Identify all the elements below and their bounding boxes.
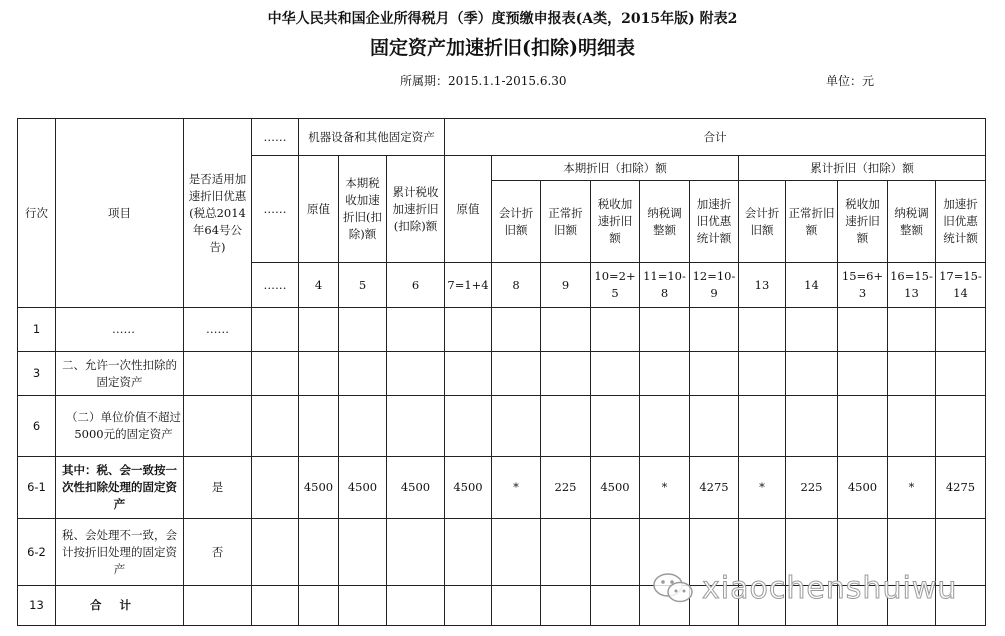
row-number: 6 <box>18 396 56 457</box>
colnum-14: 14 <box>786 263 838 308</box>
row-number: 1 <box>18 308 56 352</box>
header-ellipsis-2: …… <box>252 156 299 263</box>
cell <box>838 352 888 396</box>
cell <box>339 308 387 352</box>
cell <box>591 396 640 457</box>
cell <box>690 352 739 396</box>
cell <box>492 352 541 396</box>
row-number: 13 <box>18 586 56 626</box>
cell <box>299 519 339 586</box>
cell-current-accel-benefit: 4275 <box>690 457 739 519</box>
cell <box>591 352 640 396</box>
colnum-11: 11=10-8 <box>640 263 690 308</box>
cell <box>690 396 739 457</box>
table-row <box>18 308 986 352</box>
row-applicable: 否 <box>184 519 252 586</box>
header-current-accounting-dep: 会计折旧额 <box>492 181 541 263</box>
cell <box>387 519 445 586</box>
cell <box>252 308 299 352</box>
cell <box>739 396 786 457</box>
colnum-4: 4 <box>299 263 339 308</box>
colnum-7: 7=1+4 <box>445 263 492 308</box>
table-row <box>18 352 986 396</box>
cell-current-accounting-dep: * <box>492 457 541 519</box>
cell <box>339 586 387 626</box>
cell <box>640 352 690 396</box>
cell <box>299 352 339 396</box>
cell-cum-tax-adjust: * <box>888 457 936 519</box>
cell <box>252 586 299 626</box>
cell <box>541 586 591 626</box>
cell <box>299 396 339 457</box>
form-title: 中华人民共和国企业所得税月（季）度预缴申报表(A类，2015年版) 附表2 <box>267 11 738 27</box>
cell <box>838 396 888 457</box>
row-applicable: …… <box>184 308 252 352</box>
row-number: 6-2 <box>18 519 56 586</box>
cell <box>690 308 739 352</box>
row-item: （二）单位价值不超过5000元的固定资产 <box>56 396 184 457</box>
row-applicable <box>184 586 252 626</box>
cell <box>739 352 786 396</box>
header-row-no: 行次 <box>18 119 56 308</box>
cell <box>252 519 299 586</box>
cell <box>786 352 838 396</box>
table-row <box>18 396 986 457</box>
cell <box>888 308 936 352</box>
header-cum-tax-adjust: 纳税调整额 <box>888 181 936 263</box>
cell-cum-accel-benefit: 4275 <box>936 457 986 519</box>
unit-label: 单位：元 <box>826 74 875 88</box>
header-machinery-original-value: 原值 <box>299 156 339 263</box>
cell-current-tax-accel-dep: 4500 <box>591 457 640 519</box>
cell <box>339 352 387 396</box>
cell <box>786 308 838 352</box>
cell-current-tax-adjust: * <box>640 457 690 519</box>
colnum-6: 6 <box>387 263 445 308</box>
colnum-5: 5 <box>339 263 387 308</box>
header-current-normal-dep: 正常折旧额 <box>541 181 591 263</box>
header-ellipsis-3: …… <box>252 263 299 308</box>
header-current-tax-accel: 本期税收加速折旧(扣除)额 <box>339 156 387 263</box>
cell <box>888 396 936 457</box>
row-number: 3 <box>18 352 56 396</box>
cell <box>492 396 541 457</box>
period-label: 所属期：2015.1.1-2015.6.30 <box>400 74 567 88</box>
header-cum-accounting-dep: 会计折旧额 <box>739 181 786 263</box>
cell <box>640 308 690 352</box>
header-current-tax-accel-dep: 税收加速折旧额 <box>591 181 640 263</box>
cell-current-tax-accel: 4500 <box>339 457 387 519</box>
header-applicable: 是否适用加速折旧优惠(税总2014年64号公告) <box>184 119 252 308</box>
header-machinery-group: 机器设备和其他固定资产 <box>299 119 445 156</box>
colnum-16: 16=15-13 <box>888 263 936 308</box>
cell <box>492 586 541 626</box>
cell <box>541 519 591 586</box>
row-number: 6-1 <box>18 457 56 519</box>
colnum-12: 12=10-9 <box>690 263 739 308</box>
header-current-period-group: 本期折旧（扣除）额 <box>492 156 739 181</box>
cell <box>299 308 339 352</box>
cell <box>387 352 445 396</box>
watermark-text: xiaochenshuiwu <box>702 570 958 606</box>
row-item: 税、会处理不一致，会计按折旧处理的固定资产 <box>56 519 184 586</box>
row-item: 二、允许一次性扣除的固定资产 <box>56 352 184 396</box>
row-item: 合计 <box>56 586 184 626</box>
cell <box>387 396 445 457</box>
cell <box>387 308 445 352</box>
cell-cumulative-tax-accel: 4500 <box>387 457 445 519</box>
watermark <box>652 568 992 608</box>
cell <box>591 586 640 626</box>
cell <box>888 352 936 396</box>
depreciation-table <box>17 118 986 626</box>
cell <box>739 308 786 352</box>
cell <box>492 308 541 352</box>
row-applicable: 是 <box>184 457 252 519</box>
header-cum-accel-benefit: 加速折旧优惠统计额 <box>936 181 986 263</box>
cell <box>445 352 492 396</box>
header-current-accel-benefit: 加速折旧优惠统计额 <box>690 181 739 263</box>
cell <box>339 396 387 457</box>
cell <box>339 519 387 586</box>
cell <box>936 308 986 352</box>
cell <box>936 352 986 396</box>
colnum-13: 13 <box>739 263 786 308</box>
header-ellipsis-1: …… <box>252 119 299 156</box>
colnum-10: 10=2+5 <box>591 263 640 308</box>
cell <box>541 352 591 396</box>
cell <box>838 308 888 352</box>
header-cumulative-tax-accel: 累计税收加速折旧(扣除)额 <box>387 156 445 263</box>
cell <box>299 586 339 626</box>
cell <box>492 519 541 586</box>
cell <box>591 519 640 586</box>
cell <box>786 396 838 457</box>
cell <box>936 396 986 457</box>
cell <box>541 308 591 352</box>
colnum-15: 15=6+3 <box>838 263 888 308</box>
row-item: 其中：税、会一致按一次性扣除处理的固定资产 <box>56 457 184 519</box>
cell <box>640 396 690 457</box>
row-item: …… <box>56 308 184 352</box>
cell <box>252 352 299 396</box>
cell <box>445 586 492 626</box>
header-item: 项目 <box>56 119 184 308</box>
header-cum-normal-dep: 正常折旧额 <box>786 181 838 263</box>
colnum-8: 8 <box>492 263 541 308</box>
row-applicable <box>184 352 252 396</box>
cell-cum-normal-dep: 225 <box>786 457 838 519</box>
cell <box>591 308 640 352</box>
schedule-title: 固定资产加速折旧(扣除)明细表 <box>370 37 635 59</box>
cell-total-original-value: 4500 <box>445 457 492 519</box>
cell <box>541 396 591 457</box>
header-total-group: 合计 <box>445 119 986 156</box>
table-row <box>18 457 986 519</box>
header-current-tax-adjust: 纳税调整额 <box>640 181 690 263</box>
colnum-9: 9 <box>541 263 591 308</box>
colnum-17: 17=15-14 <box>936 263 986 308</box>
cell <box>445 308 492 352</box>
cell-current-normal-dep: 225 <box>541 457 591 519</box>
header-total-original-value: 原值 <box>445 156 492 263</box>
cell-ellipsis-col <box>252 457 299 519</box>
cell <box>252 396 299 457</box>
wechat-icon <box>652 571 694 605</box>
header-cumulative-group: 累计折旧（扣除）额 <box>739 156 986 181</box>
cell-cum-tax-accel-dep: 4500 <box>838 457 888 519</box>
cell-machinery-original-value: 4500 <box>299 457 339 519</box>
cell-cum-accounting-dep: * <box>739 457 786 519</box>
cell <box>387 586 445 626</box>
header-cum-tax-accel-dep: 税收加速折旧额 <box>838 181 888 263</box>
cell <box>445 519 492 586</box>
cell <box>445 396 492 457</box>
row-applicable <box>184 396 252 457</box>
